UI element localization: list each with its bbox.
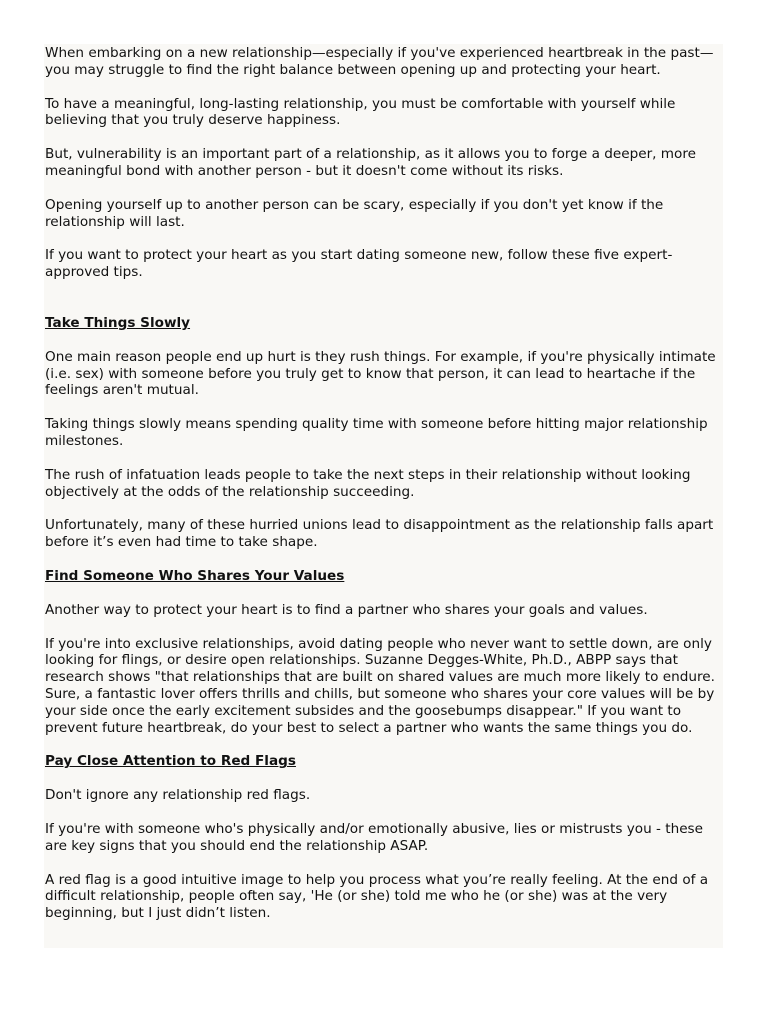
section-heading-shared-values: Find Someone Who Shares Your Values	[45, 567, 345, 584]
section-heading-take-things-slowly: Take Things Slowly	[45, 314, 191, 331]
section-paragraph: If you're into exclusive relationships, avoid dating people who never want to settle down, are only looking for flings, or desire open relationships. Suzanne Degges-White, Ph.D., ABPP says that research shows "that relationships that are built on shared values are much more likely to endure. Sure, a fantastic lover offers thrills and chills, but someone who shares your core values will be by your side once the early excitement subsides and the goosebumps disappear." If you want to prevent future heartbreak, do your best to select a partner who wants the same things you do.	[45, 635, 715, 736]
section-paragraph: A red flag is a good intuitive image to help you process what you’re really feeling. At the end of a difficult relationship, people often say, 'He (or she) told me who he (or she) was at the very beginning, but I just didn’t listen.	[45, 871, 709, 922]
section-paragraph: Unfortunately, many of these hurried unions lead to disappointment as the relationship falls apart before it’s even had time to take shape.	[45, 517, 714, 551]
section-paragraph: Another way to protect your heart is to find a partner who shares your goals and values.	[45, 601, 648, 618]
intro-paragraph: If you want to protect your heart as you start dating someone new, follow these five expert-approved tips.	[45, 247, 673, 281]
intro-paragraph: To have a meaningful, long-lasting relationship, you must be comfortable with yourself while believing that you truly deserve happiness.	[45, 95, 676, 129]
article-body	[44, 44, 723, 948]
section-paragraph: If you're with someone who's physically and/or emotionally abusive, lies or mistrusts you - these are key signs that you should end the relationship ASAP.	[45, 820, 704, 854]
section-heading-red-flags: Pay Close Attention to Red Flags	[45, 753, 296, 770]
section-paragraph: One main reason people end up hurt is they rush things. For example, if you're physically intimate (i.e. sex) with someone before you truly get to know that person, it can lead to heartache if the feelings aren't mutual.	[45, 348, 716, 399]
intro-paragraph: When embarking on a new relationship—especially if you've experienced heartbreak in the past—you may struggle to find the right balance between opening up and protecting your heart.	[45, 45, 714, 78]
section-paragraph: Taking things slowly means spending quality time with someone before hitting major relationship milestones.	[45, 416, 708, 449]
intro-paragraph: But, vulnerability is an important part of a relationship, as it allows you to forge a deeper, more meaningful bond with another person - but it doesn't come without its risks.	[45, 146, 697, 179]
intro-paragraph: Opening yourself up to another person can be scary, especially if you don't yet know if the relationship will last.	[45, 196, 664, 230]
section-paragraph: Don't ignore any relationship red flags.	[45, 787, 311, 804]
section-paragraph: The rush of infatuation leads people to take the next steps in their relationship without looking objectively at the odds of the relationship succeeding.	[45, 466, 691, 500]
